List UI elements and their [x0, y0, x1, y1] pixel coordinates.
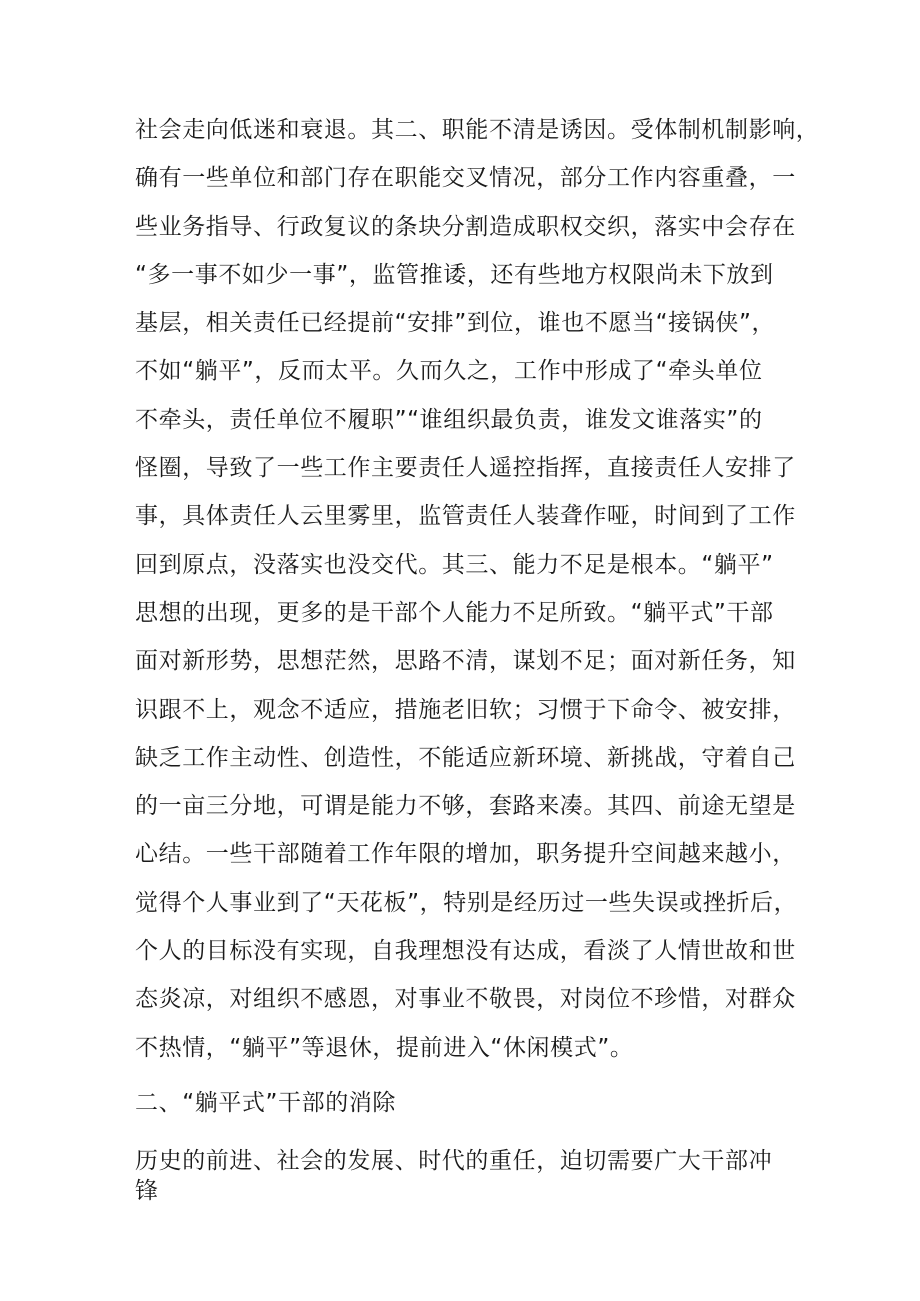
paragraph-line: 觉得个人事业到了“天花板”，特别是经历过一些失误或挫折后，: [135, 889, 798, 916]
paragraph-line: 识跟不上，观念不适应，措施老旧软；习惯于下命令、被安排，: [135, 696, 796, 723]
paragraph-line: 事，具体责任人云里雾里，监管责任人装聋作哑，时间到了工作: [135, 503, 796, 530]
paragraph-line: 缺乏工作主动性、创造性，不能适应新环境、新挑战，守着自己: [135, 744, 796, 771]
next-paragraph-line: 历史的前进、社会的发展、时代的重任，迫切需要广大干部冲锋: [135, 1148, 773, 1204]
paragraph-line: 不牵头，责任单位不履职”“谁组织最负责，谁发文谁落实”的: [135, 406, 763, 433]
paragraph-line: 思想的出现，更多的是干部个人能力不足所致。“躺平式”干部: [135, 599, 774, 626]
body-paragraph: [135, 106, 820, 1072]
paragraph-line: 确有一些单位和部门存在职能交叉情况，部分工作内容重叠，一: [135, 165, 796, 192]
paragraph-line: 不如“躺平”，反而太平。久而久之，工作中形成了“牵头单位: [135, 358, 763, 385]
paragraph-line: 态炎凉，对组织不感恩，对事业不敬畏，对岗位不珍惜，对群众: [135, 986, 796, 1013]
paragraph-line: 心结。一些干部随着工作年限的增加，职务提升空间越来越小，: [135, 841, 796, 868]
paragraph-line: 面对新形势，思想茫然，思路不清，谋划不足；面对新任务，知: [135, 648, 796, 675]
paragraph-line: 怪圈，导致了一些工作主要责任人遥控指挥，直接责任人安排了: [135, 455, 796, 482]
paragraph-line: 些业务指导、行政复议的条块分割造成职权交织，落实中会存在: [135, 213, 796, 240]
paragraph-line: 个人的目标没有实现，自我理想没有达成，看淡了人情世故和世: [135, 938, 796, 965]
paragraph-line: 基层，相关责任已经提前“安排”到位，谁也不愿当“接锅侠”，: [135, 310, 776, 337]
paragraph-line: “多一事不如少一事”，监管推诿，还有些地方权限尚未下放到: [135, 261, 774, 288]
paragraph-line: 回到原点，没落实也没交代。其三、能力不足是根本。“躺平”: [135, 551, 774, 578]
paragraph-line: 不热情，“躺平”等退休，提前进入“休闲模式”。: [135, 1034, 634, 1061]
section-heading: 二、“躺平式”干部的消除: [135, 1090, 397, 1116]
paragraph-line: 社会走向低迷和衰退。其二、职能不清是诱因。受体制机制影响，: [135, 117, 820, 143]
paragraph-line: 的一亩三分地，可谓是能力不够，套路来凑。其四、前途无望是: [135, 793, 796, 820]
